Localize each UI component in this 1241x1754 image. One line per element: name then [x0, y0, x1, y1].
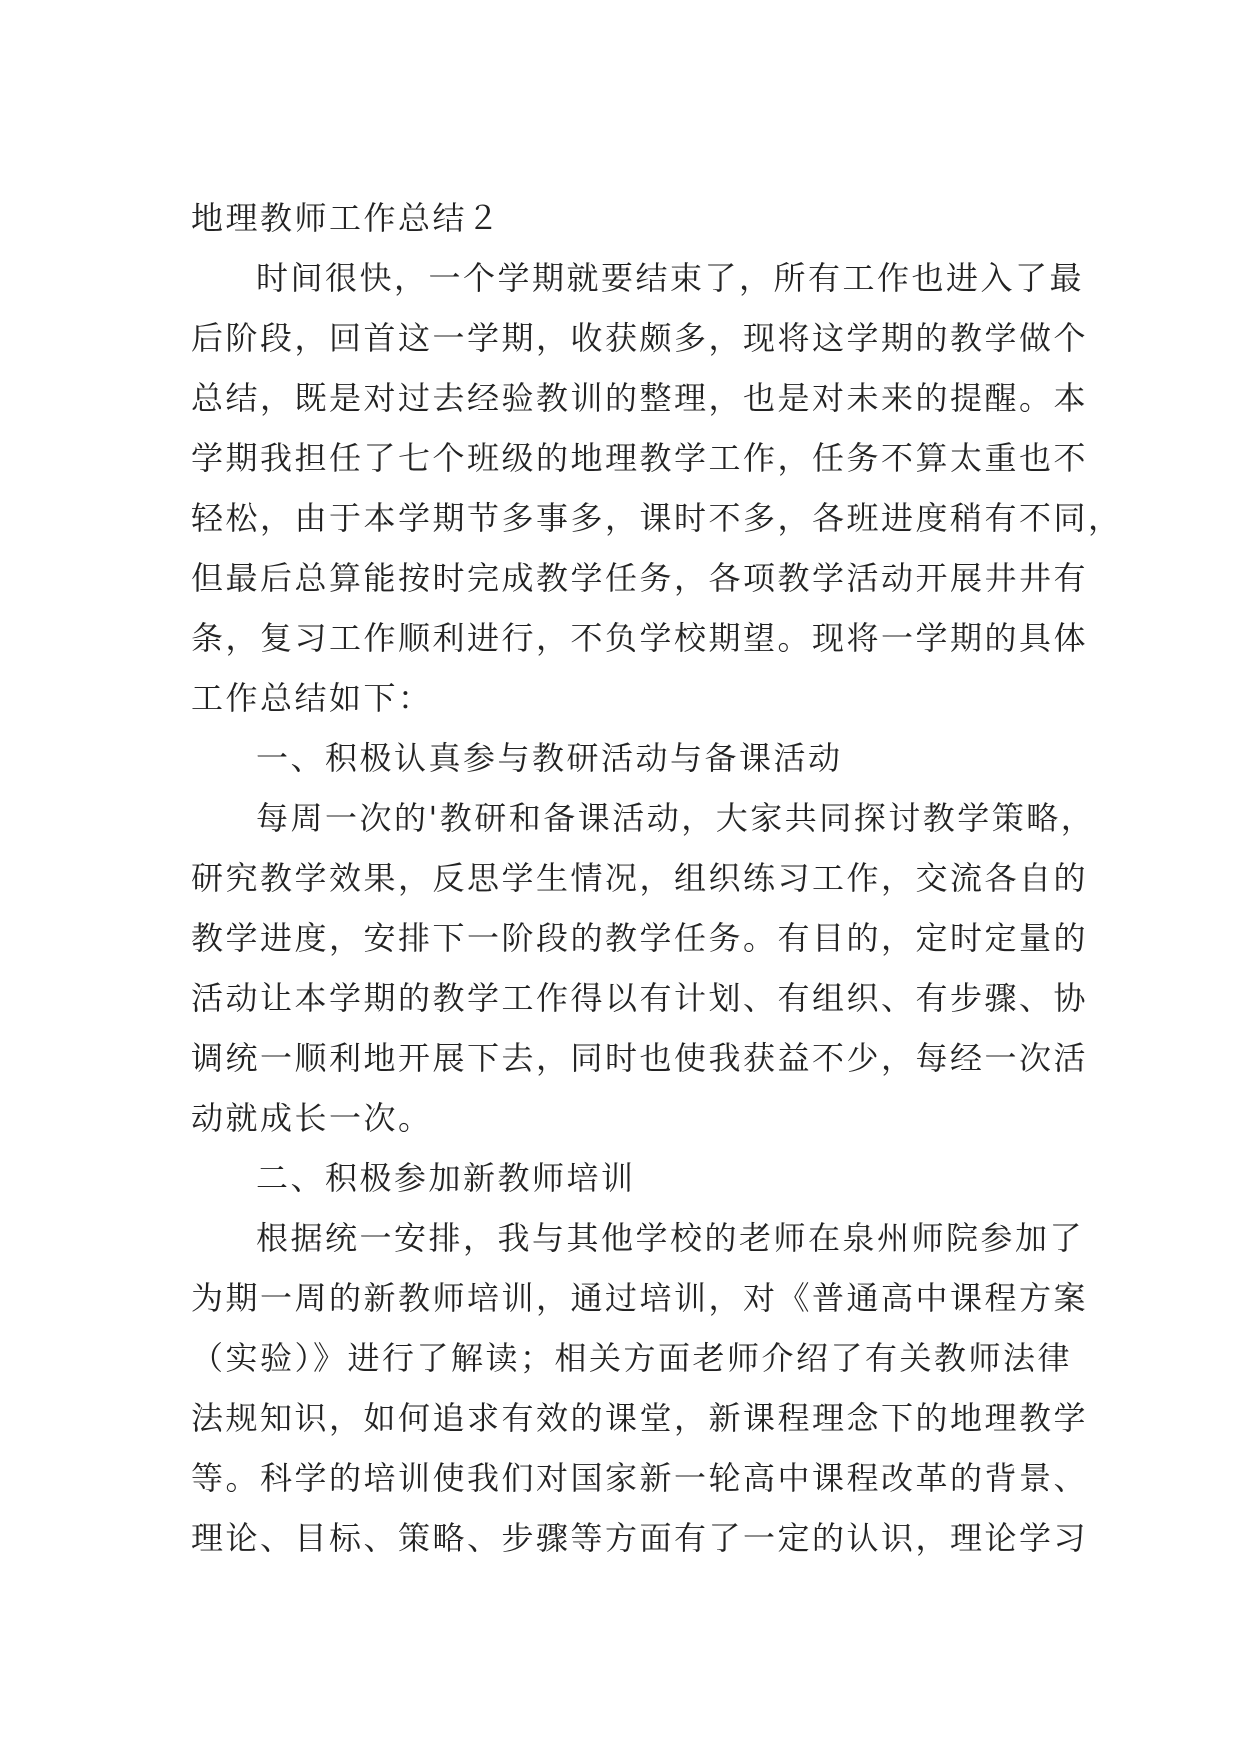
paragraph-2-line-1: 每周一次的'教研和备课活动，大家共同探讨教学策略，	[256, 799, 1096, 837]
section-heading-2: 二、积极参加新教师培训	[256, 1159, 636, 1197]
paragraph-2-line-5: 调统一顺利地开展下去，同时也使我获益不少，每经一次活	[191, 1039, 1089, 1077]
paragraph-1-line-1: 时间很快，一个学期就要结束了，所有工作也进入了最	[256, 259, 1085, 297]
paragraph-2-line-6: 动就成长一次。	[191, 1099, 433, 1137]
section-heading-1: 一、积极认真参与教研活动与备课活动	[256, 739, 843, 777]
paragraph-3-line-2: 为期一周的新教师培训，通过培训，对《普通高中课程方案	[191, 1279, 1089, 1317]
paragraph-1-line-2: 后阶段，回首这一学期，收获颇多，现将这学期的教学做个	[191, 319, 1089, 357]
paragraph-3-line-4: 法规知识，如何追求有效的课堂，新课程理念下的地理教学	[191, 1399, 1089, 1437]
paragraph-3-line-6: 理论、目标、策略、步骤等方面有了一定的认识，理论学习	[191, 1519, 1089, 1557]
paragraph-2-line-4: 活动让本学期的教学工作得以有计划、有组织、有步骤、协	[191, 979, 1089, 1017]
paragraph-3-line-3: （实验）》进行了解读；相关方面老师介绍了有关教师法律	[191, 1339, 1073, 1377]
paragraph-1-line-7: 条，复习工作顺利进行，不负学校期望。现将一学期的具体	[191, 619, 1089, 657]
paragraph-3-line-1: 根据统一安排，我与其他学校的老师在泉州师院参加了	[256, 1219, 1085, 1257]
paragraph-2-line-2: 研究教学效果，反思学生情况，组织练习工作，交流各自的	[191, 859, 1089, 897]
paragraph-1-line-5: 轻松，由于本学期节多事多，课时不多，各班进度稍有不同，	[191, 499, 1123, 537]
paragraph-3-line-5: 等。科学的培训使我们对国家新一轮高中课程改革的背景、	[191, 1459, 1089, 1497]
document-title: 地理教师工作总结２	[191, 199, 502, 237]
paragraph-1-line-3: 总结，既是对过去经验教训的整理，也是对未来的提醒。本	[191, 379, 1089, 417]
paragraph-1-line-4: 学期我担任了七个班级的地理教学工作，任务不算太重也不	[191, 439, 1089, 477]
paragraph-2-line-3: 教学进度，安排下一阶段的教学任务。有目的，定时定量的	[191, 919, 1089, 957]
document-body	[191, 188, 1123, 1568]
paragraph-1-line-8: 工作总结如下：	[191, 679, 433, 717]
paragraph-1-line-6: 但最后总算能按时完成教学任务，各项教学活动开展井井有	[191, 559, 1089, 597]
